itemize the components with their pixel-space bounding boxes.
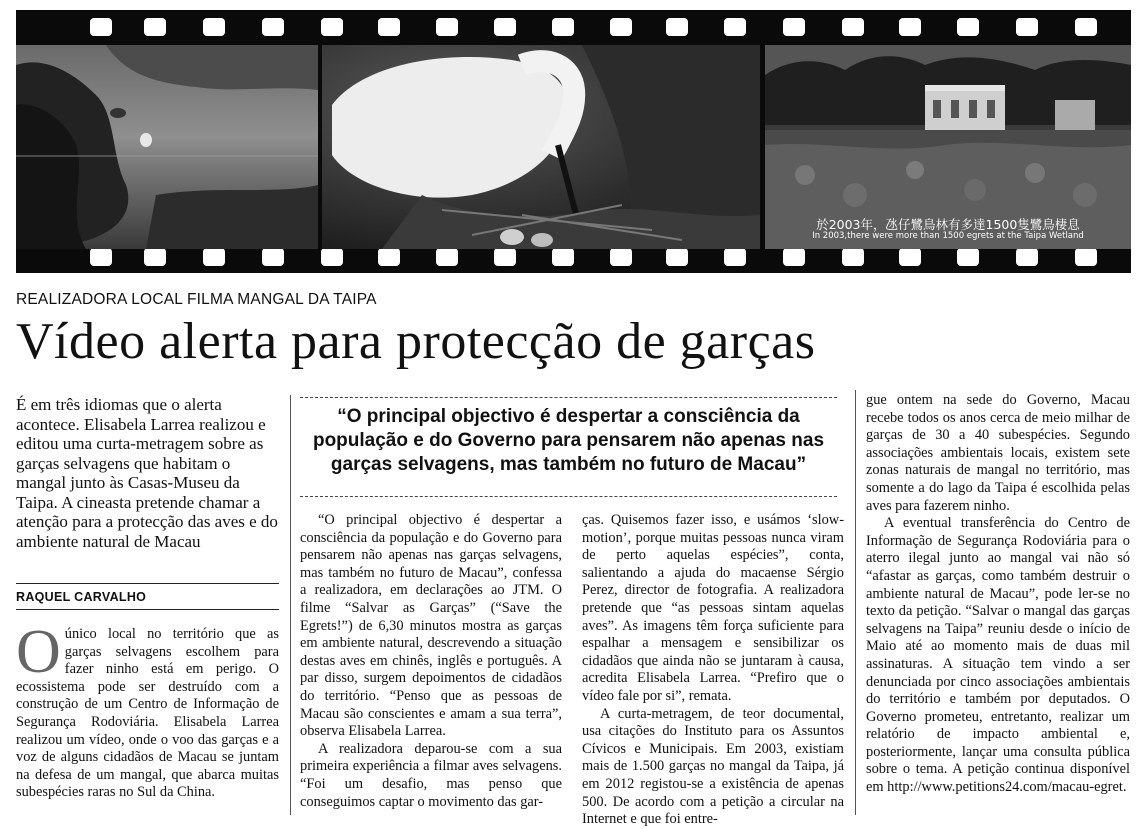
film-perforation <box>494 18 516 36</box>
article-paragraph: gue ontem na sede do Governo, Macau recebe todos os anos cerca de meio milhar de garças de 30 a 40 subespécies. Segundo associações ambientais locais, existem sete zonas naturais de mangal no território, mas somente a do lago da Taipa é escolhida pelas aves para fazerem ninho. <box>866 392 1130 514</box>
film-perforation <box>378 248 400 266</box>
film-perforation <box>321 18 343 36</box>
film-perforation <box>1075 248 1097 266</box>
article-paragraph: A realizadora deparou-se com a sua primeira experiência a filmar aves selvagens. “Foi um desafio, mas penso que conseguimos captar o movimento das gar- <box>300 740 562 810</box>
film-perforation <box>783 248 805 266</box>
film-perforation <box>724 248 746 266</box>
film-perforation <box>144 18 166 36</box>
column-divider <box>290 395 291 815</box>
film-perforation <box>90 248 112 266</box>
film-perforation <box>899 18 921 36</box>
film-perforation <box>321 248 343 266</box>
article-paragraph: ças. Quisemos fazer isso, e usámos ‘slow-motion’, porque muitas pessoas nunca viram de perto aquelas espécies”, conta, salientando a ajuda do macaense Sérgio Perez, director de fotografia. A realizadora pretende que “as pessoas sintam aquelas aves”. As imagens têm força suficiente para espalhar a mensagem e sensibilizar os cidadãos que ainda não se juntaram à causa, acredita Elisabela Larrea. “Prefiro que o vídeo fale por si”, remata. <box>582 512 844 704</box>
film-perforation <box>144 248 166 266</box>
film-perforation <box>90 18 112 36</box>
film-perforation <box>899 248 921 266</box>
byline-bottom-rule <box>16 609 279 610</box>
photo-caption-english: In 2003,there were more than 1500 egrets at the Taipa Wetland <box>812 231 1084 241</box>
article-column-3 <box>582 512 844 829</box>
photo-egret-nest <box>322 45 760 249</box>
article-column-1 <box>16 618 279 802</box>
film-perforation <box>610 248 632 266</box>
photo-egrets-shore <box>16 45 318 249</box>
column-divider <box>855 390 856 815</box>
film-perforation <box>552 248 574 266</box>
drop-cap: O <box>16 618 61 686</box>
film-strip-photos <box>16 10 1131 273</box>
film-perforation <box>203 248 225 266</box>
article-column-2 <box>300 512 562 811</box>
article-paragraph: Oúnico local no território que as garças selvagens escolhem para fazer ninho está em perigo. O ecossistema pode ser destruído com a construção de um Centro de Informação de Segurança Rodoviária. Elisabela Larrea realizou um vídeo, onde o voo das garças e a voz de alguns cidadãos de Macau se juntam na defesa de um mangal, que abarca muitas subespécies raras no Sul da China. <box>16 618 279 801</box>
film-perforation <box>262 248 284 266</box>
film-perforation <box>957 248 979 266</box>
film-perforation <box>957 18 979 36</box>
article-paragraph: A eventual transferência do Centro de Informação de Segurança Rodoviária para o aterro ilegal junto ao mangal vai não só “afastar as garças, como também destruir o ambiente natural de Macau”, pode ler-se no texto da petição. “Salvar o mangal das garças selvagens na Taipa” reuniu desde o início de Maio até ao momento mais de duas mil assinaturas. A situação tem vindo a ser denunciada por cinco associações ambientais do território e também por deputados. O Governo prometeu, entretanto, realizar um relatório de impacto ambiental e, posteriormente, lançar uma consulta pública sobre o tema. A petição continua disponível em http://www.petitions24.com/macau-egret. <box>866 515 1130 796</box>
film-perforation <box>842 248 864 266</box>
film-perforation <box>262 18 284 36</box>
article-paragraph: “O principal objectivo é despertar a consciência da população e do Governo para pensarem não apenas nas garças selvagens, mas também no futuro de Macau”, confessa a realizadora, em declarações ao JTM. O filme “Salvar as Garças” (“Save the Egrets!”) de 6,30 minutos mostra as garças em ambiente natural, descrevendo a situação destas aves em chinês, inglês e português. A par disso, surgem depoimentos de cidadãos do território. “Penso que as pessoas de Macau são conscientes e amam a sua terra”, observa Elisabela Larrea. <box>300 512 562 740</box>
film-perforation <box>552 18 574 36</box>
photo-taipa-houses <box>765 45 1131 249</box>
film-perforation <box>610 18 632 36</box>
article-column-4 <box>866 392 1130 797</box>
film-perforation <box>1016 18 1038 36</box>
film-perforation <box>842 18 864 36</box>
byline-top-rule <box>16 583 279 584</box>
film-perforation <box>666 248 688 266</box>
article-headline: Vídeo alerta para protecção de garças <box>16 313 816 370</box>
byline: RAQUEL CARVALHO <box>16 590 147 604</box>
film-perforation <box>436 18 458 36</box>
film-perforation <box>666 18 688 36</box>
film-perforation <box>436 248 458 266</box>
film-perforation <box>783 18 805 36</box>
film-perforation <box>378 18 400 36</box>
photo-caption-chinese: 於2003年，氹仔鷺鳥林有多達1500隻鷺鳥棲息 <box>816 217 1080 232</box>
article-lead: É em três idiomas que o alerta acontece. Elisabela Larrea realizou e editou uma curta-metragem sobre as garças selvagens que habitam o mangal junto às Casas-Museu da Taipa. A cineasta pretende chamar a atenção para a protecção das aves e do ambiente natural de Macau <box>16 395 278 551</box>
film-perforation <box>724 18 746 36</box>
article-kicker: REALIZADORA LOCAL FILMA MANGAL DA TAIPA <box>16 291 377 308</box>
article-paragraph: A curta-metragem, de teor documental, usa citações do Instituto para os Assuntos Cívicos e Municipais. Em 2003, existiam mais de 1.500 garças no mangal da Taipa, já em 2012 registou-se a existência de apenas 500. De acordo com a petição a circular na Internet e que foi entre- <box>582 705 844 828</box>
film-perforation <box>203 18 225 36</box>
film-perforation <box>1075 18 1097 36</box>
film-perforation <box>1016 248 1038 266</box>
pull-quote: “O principal objectivo é despertar a consciência da população e do Governo para pensarem não apenas nas garças selvagens, mas também no futuro de Macau” <box>300 397 837 497</box>
film-perforation <box>494 248 516 266</box>
